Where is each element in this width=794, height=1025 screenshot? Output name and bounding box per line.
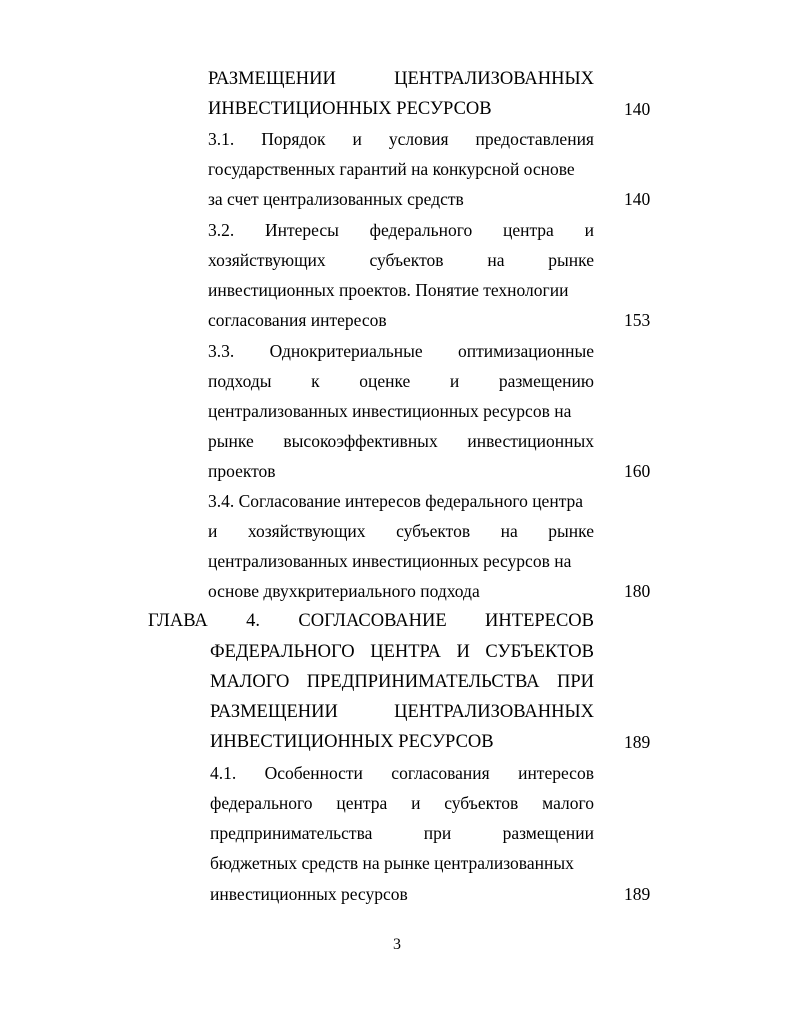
toc-line: инвестиционных проектов. Понятие технологии <box>208 280 569 300</box>
toc-line: проектов <box>208 461 276 481</box>
toc-line: государственных гарантий на конкурсной основе <box>208 159 575 179</box>
word: РАЗМЕЩЕНИИ <box>210 702 338 722</box>
toc-line: централизованных инвестиционных ресурсов на <box>208 401 572 421</box>
toc-line: за счет централизованных средств <box>208 189 464 209</box>
word: ИНТЕРЕСОВ <box>485 611 594 631</box>
word: 4.1. <box>210 763 237 783</box>
toc-line <box>208 64 594 94</box>
word: Однокритериальные <box>269 341 423 361</box>
toc-line <box>208 124 594 154</box>
toc-line: согласования интересов <box>208 310 387 330</box>
toc-line <box>210 788 594 818</box>
word: рынке <box>548 250 594 270</box>
chapter-heading-line <box>210 697 594 727</box>
toc-line: 3.4. Согласование интересов федерального центра <box>208 491 584 511</box>
toc-line: ИНВЕСТИЦИОННЫХ РЕСУРСОВ <box>208 99 492 119</box>
word: при <box>423 823 452 843</box>
word: подходы <box>208 371 272 391</box>
word: малого <box>542 793 594 813</box>
toc-line <box>208 366 594 396</box>
toc-page-number: 153 <box>624 310 651 330</box>
word: субъектов <box>396 521 471 541</box>
toc-page-number: 189 <box>624 884 651 904</box>
word: и <box>208 521 218 541</box>
word: согласования <box>391 763 490 783</box>
word: и <box>411 793 421 813</box>
word: федерального <box>369 220 473 240</box>
word: и <box>352 129 362 149</box>
toc-page-number: 160 <box>624 461 651 481</box>
toc-line: бюджетных средств на рынке централизованных <box>210 853 574 873</box>
word: на <box>500 521 518 541</box>
toc-page-number: 140 <box>624 189 651 209</box>
word: хозяйствующих <box>247 521 366 541</box>
word: на <box>487 250 505 270</box>
word: федерального <box>210 793 313 813</box>
word: 3.1. <box>208 129 235 149</box>
word: ПРИ <box>556 672 594 692</box>
chapter-heading-line: ИНВЕСТИЦИОННЫХ РЕСУРСОВ <box>210 732 494 752</box>
word: ФЕДЕРАЛЬНОГО <box>210 642 355 662</box>
word: 3.3. <box>208 341 235 361</box>
toc-line <box>208 215 594 245</box>
word: СУБЪЕКТОВ <box>485 642 594 662</box>
word: предоставления <box>475 129 594 149</box>
word: субъектов <box>369 250 444 270</box>
word: оптимизационные <box>458 341 594 361</box>
chapter-heading-line <box>148 606 594 636</box>
word: предпринимательства <box>210 823 373 843</box>
word: оценке <box>359 371 411 391</box>
toc-page-number: 189 <box>624 732 651 752</box>
toc-line: централизованных инвестиционных ресурсов на <box>208 551 572 571</box>
word: интересов <box>518 763 594 783</box>
word: РАЗМЕЩЕНИИ <box>208 69 336 89</box>
word: 3.2. <box>208 220 235 240</box>
word: центра <box>502 220 554 240</box>
word: инвестиционных <box>467 431 594 451</box>
toc-page-number: 140 <box>624 99 651 119</box>
word: размещению <box>498 371 594 391</box>
word: размещении <box>502 823 594 843</box>
toc-line: инвестиционных ресурсов <box>210 884 408 904</box>
toc-line <box>208 245 594 275</box>
word: ЦЕНТРАЛИЗОВАННЫХ <box>394 69 594 89</box>
chapter-heading-line <box>210 637 594 667</box>
word: МАЛОГО <box>210 672 290 692</box>
word: субъектов <box>444 793 519 813</box>
word: ГЛАВА <box>148 611 208 631</box>
word: Особенности <box>264 763 363 783</box>
word: ЦЕНТРАЛИЗОВАННЫХ <box>394 702 594 722</box>
word: И <box>456 642 470 662</box>
toc-page-number: 180 <box>624 581 651 601</box>
word: Порядок <box>261 129 326 149</box>
word: и <box>584 220 594 240</box>
word: хозяйствующих <box>208 250 326 270</box>
toc-line <box>208 516 594 546</box>
word: ПРЕДПРИНИМАТЕЛЬСТВА <box>306 672 540 692</box>
word: рынке <box>548 521 594 541</box>
toc-line <box>210 758 594 788</box>
toc-line: основе двухкритериального подхода <box>208 581 480 601</box>
chapter-heading-line <box>210 667 594 697</box>
page-number-footer: 3 <box>393 936 401 953</box>
toc-line <box>208 426 594 456</box>
word: высокоэффективных <box>283 431 438 451</box>
toc-line <box>210 818 594 848</box>
word: центра <box>336 793 388 813</box>
toc-line <box>208 336 594 366</box>
word: СОГЛАСОВАНИЕ <box>298 611 447 631</box>
word: 4. <box>246 611 261 631</box>
word: условия <box>388 129 449 149</box>
word: к <box>311 371 320 391</box>
word: и <box>449 371 460 391</box>
word: Интересы <box>265 220 339 240</box>
word: ЦЕНТРА <box>370 642 441 662</box>
word: рынке <box>208 431 254 451</box>
